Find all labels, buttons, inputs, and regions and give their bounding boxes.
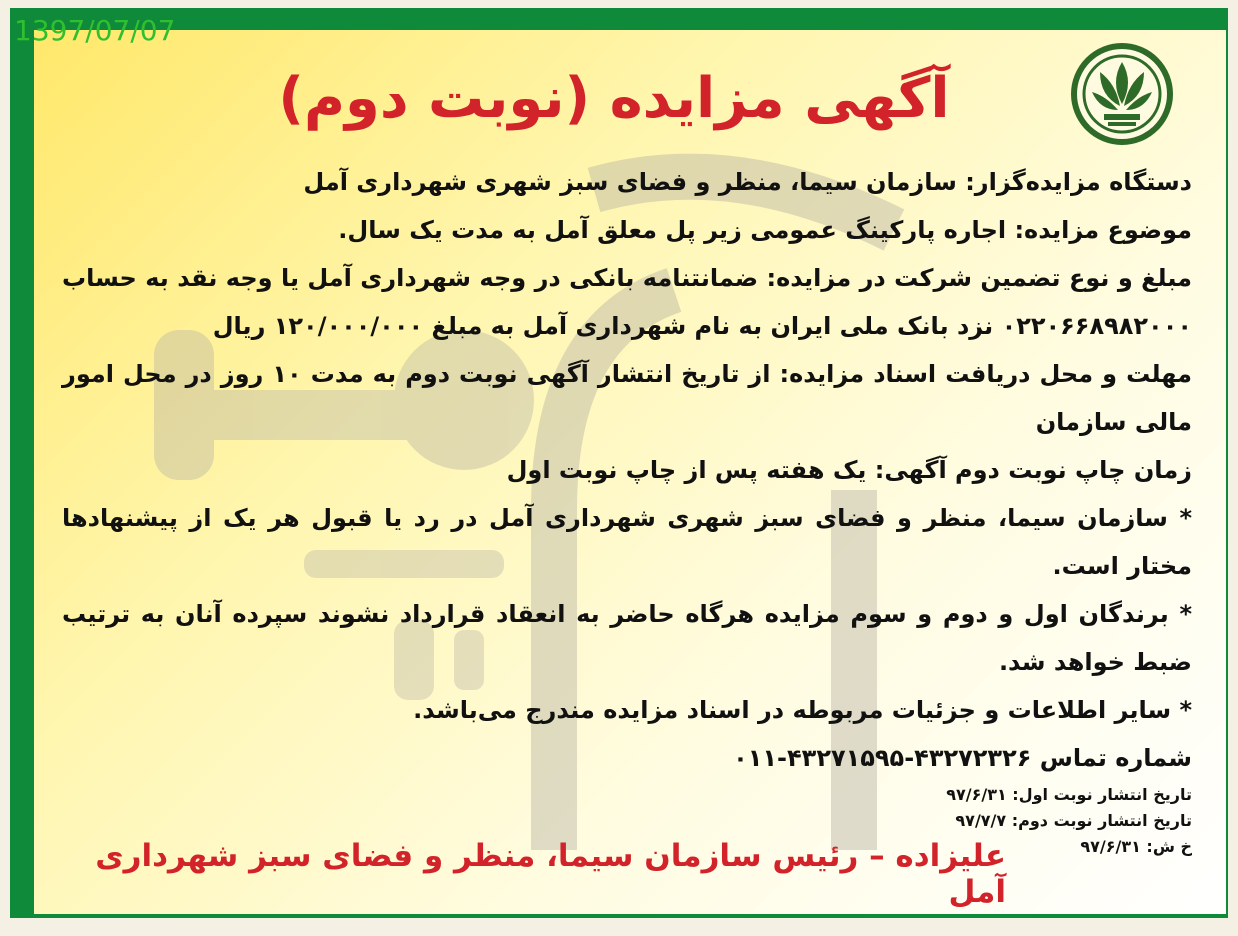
first-publish-date: تاریخ انتشار نوبت اول: ۹۷/۶/۳۱ [946,785,1192,804]
notice-title: آگهی مزایده (نوبت دوم) [278,66,950,131]
rule-1-line-2: مختار است. [1052,552,1192,580]
signature: علیزاده – رئیس سازمان سیما، منظر و فضای سبز شهرداری آمل [95,838,1006,910]
second-print-line: زمان چاپ نوبت دوم آگهی: یک هفته پس از چاپ نوبت اول [506,456,1192,484]
contact-line: شماره تماس ۴۳۲۷۲۳۲۶-۴۳۲۷۱۵۹۵-۰۱۱ [733,744,1192,772]
code-date: خ ش: ۹۷/۶/۳۱ [1080,837,1192,856]
notice-panel [34,30,1226,914]
rule-1-line-1: * سازمان سیما، منظر و فضای سبز شهری شهرداری آمل در رد یا قبول هر یک از پیشنهادها [62,504,1192,532]
rule-2-line-1: * برندگان اول و دوم و سوم مزایده هرگاه حاضر به انعقاد قرارداد نشوند سپرده آنان به ترتیب [62,600,1192,628]
organizer-line: دستگاه مزایده‌گزار: سازمان سیما، منظر و فضای سبز شهری شهرداری آمل [303,168,1192,196]
green-frame [10,8,1228,918]
rule-3-line: * سایر اطلاعات و جزئیات مربوطه در اسناد مزایده مندرج می‌باشد. [413,696,1192,724]
rule-2-line-2: ضبط خواهد شد. [998,648,1192,676]
second-publish-date: تاریخ انتشار نوبت دوم: ۹۷/۷/۷ [955,811,1192,830]
deadline-line-1: مهلت و محل دریافت اسناد مزایده: از تاریخ انتشار آگهی نوبت دوم به مدت ۱۰ روز در محل امور [62,360,1192,388]
guarantee-line-2: ۰۲۲۰۶۶۸۹۸۲۰۰۰ نزد بانک ملی ایران به نام شهرداری آمل به مبلغ ۱۲۰/۰۰۰/۰۰۰ ریال [212,312,1192,340]
notice-body [62,158,1192,860]
deadline-line-2: مالی سازمان [1035,408,1192,436]
date-stamp: 1397/07/07 [14,14,176,47]
guarantee-line-1: مبلغ و نوع تضمین شرکت در مزایده: ضمانتنامه بانکی در وجه شهرداری آمل یا وجه نقد به حساب [62,264,1192,292]
municipality-tree-logo-icon [1070,42,1174,146]
subject-line: موضوع مزایده: اجاره پارکینگ عمومی زیر پل معلق آمل به مدت یک سال. [338,216,1192,244]
